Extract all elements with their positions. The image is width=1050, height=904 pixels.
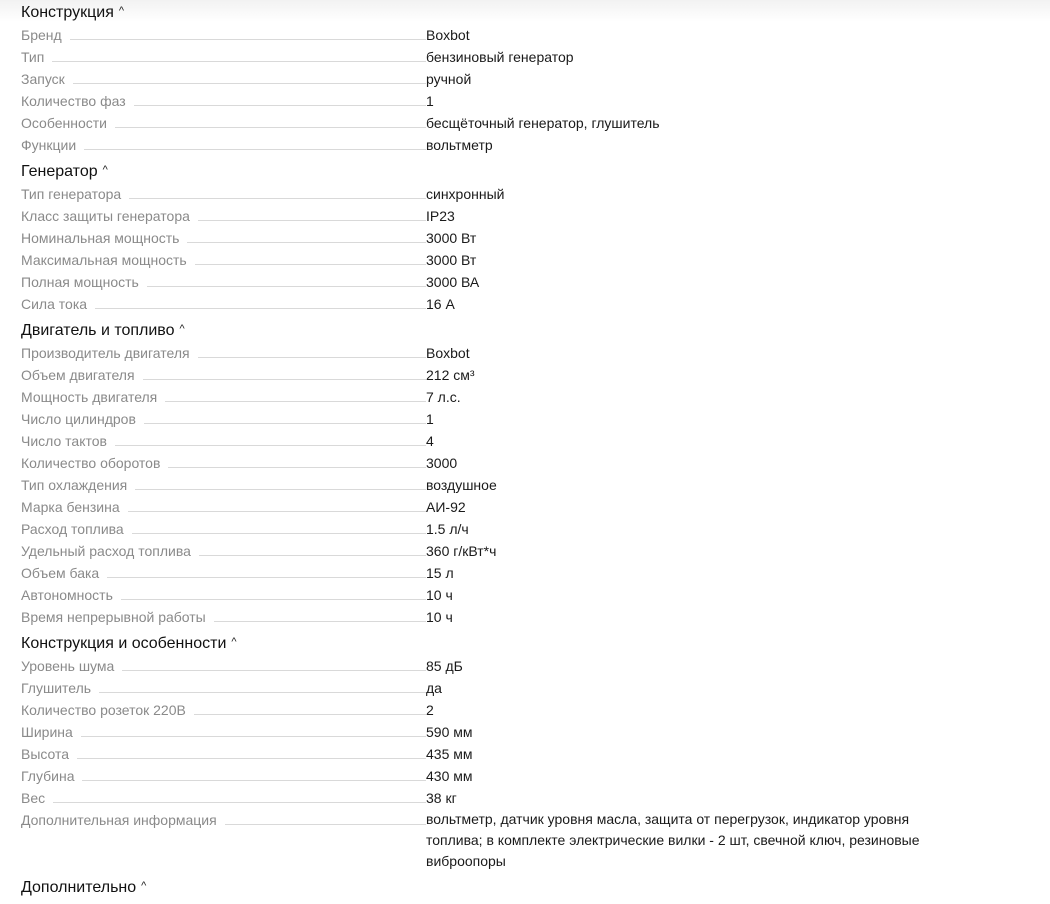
spec-row xyxy=(21,809,1050,872)
leader-line xyxy=(128,511,426,512)
section-title-toggle[interactable] xyxy=(21,633,1050,655)
spec-value: 3000 Вт xyxy=(426,230,477,246)
spec-name: Уровень шума xyxy=(21,658,115,674)
spec-row xyxy=(21,430,1050,452)
spec-name: Расход топлива xyxy=(21,521,124,537)
section-title-toggle[interactable] xyxy=(21,320,1050,342)
spec-name: Объем двигателя xyxy=(21,367,135,383)
spec-row xyxy=(21,249,1050,271)
leader-line xyxy=(225,824,426,825)
spec-label-cell xyxy=(21,496,426,518)
spec-value: 435 мм xyxy=(426,746,473,762)
spec-label-cell xyxy=(21,293,426,315)
spec-row xyxy=(21,496,1050,518)
section-title: Дополнительно xyxy=(21,879,137,896)
spec-value: 38 кг xyxy=(426,790,457,806)
chevron-up-icon[interactable]: ^ xyxy=(118,4,125,17)
spec-name: Ширина xyxy=(21,724,73,740)
spec-name: Тип xyxy=(21,49,45,65)
spec-label-cell xyxy=(21,787,426,809)
spec-row xyxy=(21,68,1050,90)
spec-section xyxy=(21,877,1050,899)
spec-row xyxy=(21,474,1050,496)
spec-label-cell xyxy=(21,540,426,562)
spec-value: 4 xyxy=(426,433,434,449)
spec-row xyxy=(21,787,1050,809)
spec-label-cell xyxy=(21,474,426,496)
spec-row xyxy=(21,46,1050,68)
spec-value: Boxbot xyxy=(426,27,470,43)
spec-row xyxy=(21,227,1050,249)
spec-section xyxy=(21,0,1050,156)
leader-line xyxy=(135,489,426,490)
spec-value: 1 xyxy=(426,411,434,427)
spec-name: Время непрерывной работы xyxy=(21,609,206,625)
leader-line xyxy=(115,445,426,446)
spec-name: Полная мощность xyxy=(21,274,139,290)
leader-line xyxy=(194,714,426,715)
leader-line xyxy=(134,105,426,106)
leader-line xyxy=(122,670,426,671)
leader-line xyxy=(95,308,426,309)
leader-line xyxy=(147,286,426,287)
spec-row xyxy=(21,540,1050,562)
spec-name: Производитель двигателя xyxy=(21,345,190,361)
leader-line xyxy=(198,357,426,358)
spec-row xyxy=(21,765,1050,787)
spec-label-cell xyxy=(21,112,426,134)
spec-value: 16 А xyxy=(426,296,455,312)
spec-value: синхронный xyxy=(426,186,505,202)
spec-value: IP23 xyxy=(426,208,455,224)
leader-line xyxy=(132,533,426,534)
spec-label-cell xyxy=(21,342,426,364)
spec-label-cell xyxy=(21,584,426,606)
spec-row xyxy=(21,562,1050,584)
spec-label-cell xyxy=(21,46,426,68)
spec-name: Мощность двигателя xyxy=(21,389,158,405)
spec-row xyxy=(21,183,1050,205)
spec-row xyxy=(21,452,1050,474)
spec-label-cell xyxy=(21,364,426,386)
spec-value: 15 л xyxy=(426,565,454,581)
spec-name: Марка бензина xyxy=(21,499,120,515)
spec-name: Вес xyxy=(21,790,46,806)
spec-value: вольтметр xyxy=(426,137,493,153)
spec-name: Запуск xyxy=(21,71,65,87)
spec-label-cell xyxy=(21,809,426,831)
spec-value: да xyxy=(426,680,442,696)
spec-label-cell xyxy=(21,386,426,408)
spec-row xyxy=(21,293,1050,315)
spec-row xyxy=(21,90,1050,112)
spec-value: 10 ч xyxy=(426,609,453,625)
spec-name: Высота xyxy=(21,746,70,762)
chevron-up-icon[interactable]: ^ xyxy=(231,635,237,648)
spec-value: АИ-92 xyxy=(426,499,466,515)
spec-value: 2 xyxy=(426,702,434,718)
spec-row xyxy=(21,408,1050,430)
spec-row xyxy=(21,342,1050,364)
spec-section xyxy=(21,320,1050,628)
chevron-up-icon[interactable]: ^ xyxy=(179,322,185,335)
spec-value: Boxbot xyxy=(426,345,470,361)
spec-row xyxy=(21,699,1050,721)
spec-value: 7 л.с. xyxy=(426,389,461,405)
spec-name: Автономность xyxy=(21,587,113,603)
spec-label-cell xyxy=(21,183,426,205)
spec-label-cell xyxy=(21,430,426,452)
spec-value: 1.5 л/ч xyxy=(426,521,469,537)
section-title-toggle[interactable] xyxy=(21,877,1050,899)
spec-row xyxy=(21,518,1050,540)
spec-section xyxy=(21,633,1050,872)
leader-line xyxy=(107,577,426,578)
spec-value: 10 ч xyxy=(426,587,453,603)
leader-line xyxy=(195,264,426,265)
spec-value: 3000 xyxy=(426,455,458,471)
leader-line xyxy=(199,555,426,556)
spec-name: Число тактов xyxy=(21,433,107,449)
leader-line xyxy=(168,467,426,468)
spec-value: 1 xyxy=(426,93,434,109)
spec-label-cell xyxy=(21,518,426,540)
leader-line xyxy=(214,621,426,622)
spec-value: 212 см³ xyxy=(426,367,475,383)
spec-label-cell xyxy=(21,271,426,293)
spec-value: 3000 Вт xyxy=(426,252,477,268)
spec-row xyxy=(21,655,1050,677)
spec-row xyxy=(21,205,1050,227)
spec-value: бензиновый генератор xyxy=(426,49,574,65)
leader-line xyxy=(70,39,426,40)
spec-value: 430 мм xyxy=(426,768,473,784)
spec-value: ручной xyxy=(426,71,472,87)
leader-line xyxy=(52,61,426,62)
spec-label-cell xyxy=(21,699,426,721)
spec-row xyxy=(21,677,1050,699)
leader-line xyxy=(144,423,426,424)
spec-name: Количество розеток 220В xyxy=(21,702,186,718)
spec-name: Удельный расход топлива xyxy=(21,543,191,559)
spec-value: 85 дБ xyxy=(426,658,463,674)
chevron-up-icon[interactable]: ^ xyxy=(141,879,147,892)
leader-line xyxy=(121,599,426,600)
spec-value: 360 г/кВт*ч xyxy=(426,543,497,559)
spec-value: бесщёточный генератор, глушитель xyxy=(426,115,660,131)
leader-line xyxy=(99,692,426,693)
spec-value: 590 мм xyxy=(426,724,473,740)
spec-label-cell xyxy=(21,90,426,112)
spec-name: Глушитель xyxy=(21,680,92,696)
spec-label-cell xyxy=(21,452,426,474)
spec-label-cell xyxy=(21,765,426,787)
section-title: Конструкция и особенности xyxy=(21,635,227,652)
spec-name: Сила тока xyxy=(21,296,88,312)
spec-name: Дополнительная информация xyxy=(21,812,217,828)
leader-line xyxy=(165,401,426,402)
spec-label-cell xyxy=(21,721,426,743)
spec-row xyxy=(21,364,1050,386)
spec-label-cell xyxy=(21,249,426,271)
spec-name: Количество оборотов xyxy=(21,455,161,471)
spec-row xyxy=(21,271,1050,293)
spec-name: Класс защиты генератора xyxy=(21,208,190,224)
spec-label-cell xyxy=(21,677,426,699)
section-title: Генератор xyxy=(21,163,98,180)
spec-row xyxy=(21,24,1050,46)
spec-row xyxy=(21,112,1050,134)
spec-name: Бренд xyxy=(21,27,62,43)
spec-name: Максимальная мощность xyxy=(21,252,187,268)
spec-name: Объем бака xyxy=(21,565,100,581)
spec-row xyxy=(21,134,1050,156)
chevron-up-icon[interactable]: ^ xyxy=(102,163,108,176)
leader-line xyxy=(198,220,426,221)
leader-line xyxy=(143,379,426,380)
leader-line xyxy=(115,127,426,128)
spec-value: вольтметр, датчик уровня масла, защита от перегрузок, индикатор уровня топлива; в комплекте электрические вилки - 2 шт, свечной ключ, резиновые виброопоры xyxy=(426,811,920,869)
section-title: Конструкция xyxy=(21,4,114,21)
leader-line xyxy=(187,242,426,243)
section-title: Двигатель и топливо xyxy=(21,322,175,339)
leader-line xyxy=(73,83,426,84)
spec-label-cell xyxy=(21,408,426,430)
leader-line xyxy=(82,780,426,781)
spec-value: воздушное xyxy=(426,477,497,493)
spec-value: 3000 ВА xyxy=(426,274,480,290)
spec-name: Число цилиндров xyxy=(21,411,136,427)
spec-label-cell xyxy=(21,134,426,156)
spec-name: Тип охлаждения xyxy=(21,477,128,493)
spec-name: Функции xyxy=(21,137,77,153)
spec-name: Тип генератора xyxy=(21,186,122,202)
spec-label-cell xyxy=(21,227,426,249)
spec-label-cell xyxy=(21,562,426,584)
spec-row xyxy=(21,743,1050,765)
spec-label-cell xyxy=(21,743,426,765)
leader-line xyxy=(53,802,426,803)
spec-name: Глубина xyxy=(21,768,75,784)
spec-row xyxy=(21,584,1050,606)
spec-label-cell xyxy=(21,24,426,46)
leader-line xyxy=(81,736,426,737)
spec-row xyxy=(21,606,1050,628)
spec-row xyxy=(21,386,1050,408)
section-title-toggle[interactable] xyxy=(21,2,1050,24)
section-title-toggle[interactable] xyxy=(21,161,1050,183)
spec-name: Номинальная мощность xyxy=(21,230,180,246)
leader-line xyxy=(129,198,426,199)
leader-line xyxy=(77,758,426,759)
leader-line xyxy=(84,149,426,150)
spec-name: Количество фаз xyxy=(21,93,126,109)
spec-row xyxy=(21,721,1050,743)
spec-label-cell xyxy=(21,205,426,227)
spec-label-cell xyxy=(21,655,426,677)
spec-name: Особенности xyxy=(21,115,107,131)
spec-label-cell xyxy=(21,606,426,628)
spec-label-cell xyxy=(21,68,426,90)
spec-section xyxy=(21,161,1050,315)
